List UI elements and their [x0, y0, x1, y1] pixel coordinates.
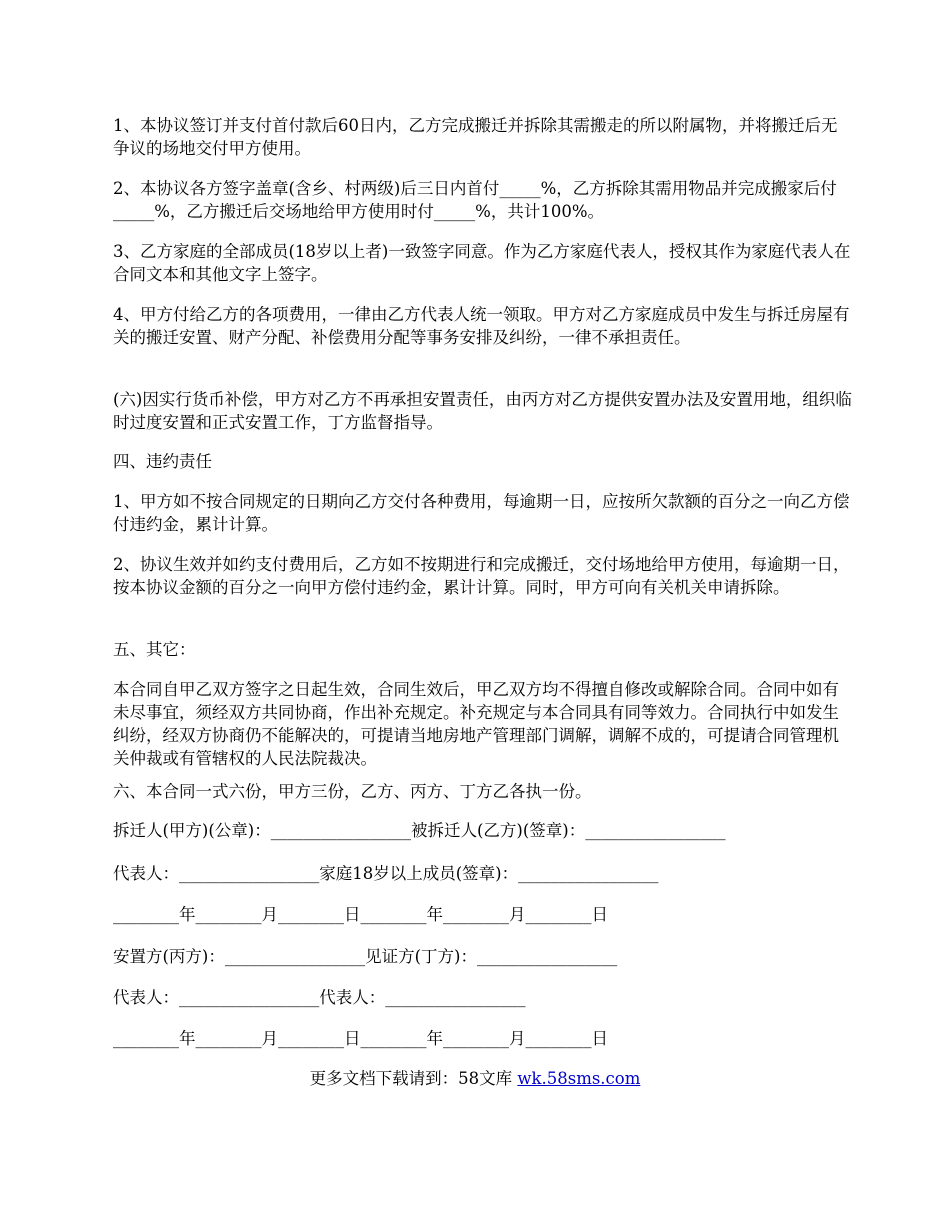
section-heading-other: 五、其它： [113, 640, 196, 659]
breach-clause-2-paragraph: 2、协议生效并如约支付费用后，乙方如不按期进行和完成搬迁，交付场地给甲方使用，每逾期一日，按本协议金额的百分之一向甲方偿付违约金，累计计算。同时，甲方可向有关机关申请拆除。 [113, 555, 850, 597]
signature-line-representatives-c-d: 代表人：_________________代表人：_________________ [113, 988, 526, 1007]
section-heading-breach: 四、违约责任 [113, 452, 212, 471]
clause-1-paragraph: 1、本协议签订并支付首付款后60日内，乙方完成搬迁并拆除其需搬走的所以附属物，并将搬迁后无争议的场地交付甲方使用。 [113, 116, 838, 158]
clause-2-paragraph: 2、本协议各方签字盖章(含乡、村两级)后三日内首付_____%，乙方拆除其需用物品并完成搬家后付_____%，乙方搬迁后交场地给甲方使用时付_____%，共计100%。 [113, 179, 837, 221]
clause-4-paragraph: 4、甲方付给乙方的各项费用，一律由乙方代表人统一领取。甲方对乙方家庭成员中发生与拆迁房屋有关的搬迁安置、财产分配、补偿费用分配等事务安排及纠纷，一律不承担责任。 [113, 305, 850, 347]
footer-text: 更多文档下载请到：58文库 [309, 1069, 518, 1088]
date-line-1: ________年________月________日________年________月________日 [113, 905, 608, 924]
signature-line-party-a-b: 拆迁人(甲方)(公章)：_________________被拆迁人(乙方)(签章)：_________________ [113, 821, 726, 840]
signature-line-party-c-d: 安置方(丙方)：_________________见证方(丁方)：_________________ [113, 947, 618, 966]
date-line-2: ________年________月________日________年________月________日 [113, 1029, 608, 1048]
clause-six-paragraph: (六)因实行货币补偿，甲方对乙方不再承担安置责任，由丙方对乙方提供安置办法及安置用地，组织临时过度安置和正式安置工作，丁方监督指导。 [113, 390, 852, 432]
footer-link[interactable]: wk.58sms.com [517, 1069, 641, 1088]
breach-clause-1-paragraph: 1、甲方如不按合同规定的日期向乙方交付各种费用，每逾期一日，应按所欠款额的百分之一向乙方偿付违约金，累计计算。 [113, 492, 850, 534]
other-terms-paragraph: 本合同自甲乙双方签字之日起生效，合同生效后，甲乙双方均不得擅自修改或解除合同。合同中如有未尽事宜，须经双方共同协商，作出补充规定。补充规定与本合同具有同等效力。合同执行中如发生纠纷，经双方协商仍不能解决的，可提请当地房地产管理部门调解，调解不成的，可提请合同管理机关仲裁或有管辖权的人民法院裁决。 [113, 680, 839, 768]
signature-line-representative: 代表人：_________________家庭18岁以上成员(签章)：_________________ [113, 864, 659, 883]
clause-3-paragraph: 3、乙方家庭的全部成员(18岁以上者)一致签字同意。作为乙方家庭代表人，授权其作为家庭代表人在合同文本和其他文字上签字。 [113, 242, 851, 284]
footer [0, 1067, 950, 1090]
copies-paragraph: 六、本合同一式六份，甲方三份，乙方、丙方、丁方乙各执一份。 [113, 782, 592, 801]
